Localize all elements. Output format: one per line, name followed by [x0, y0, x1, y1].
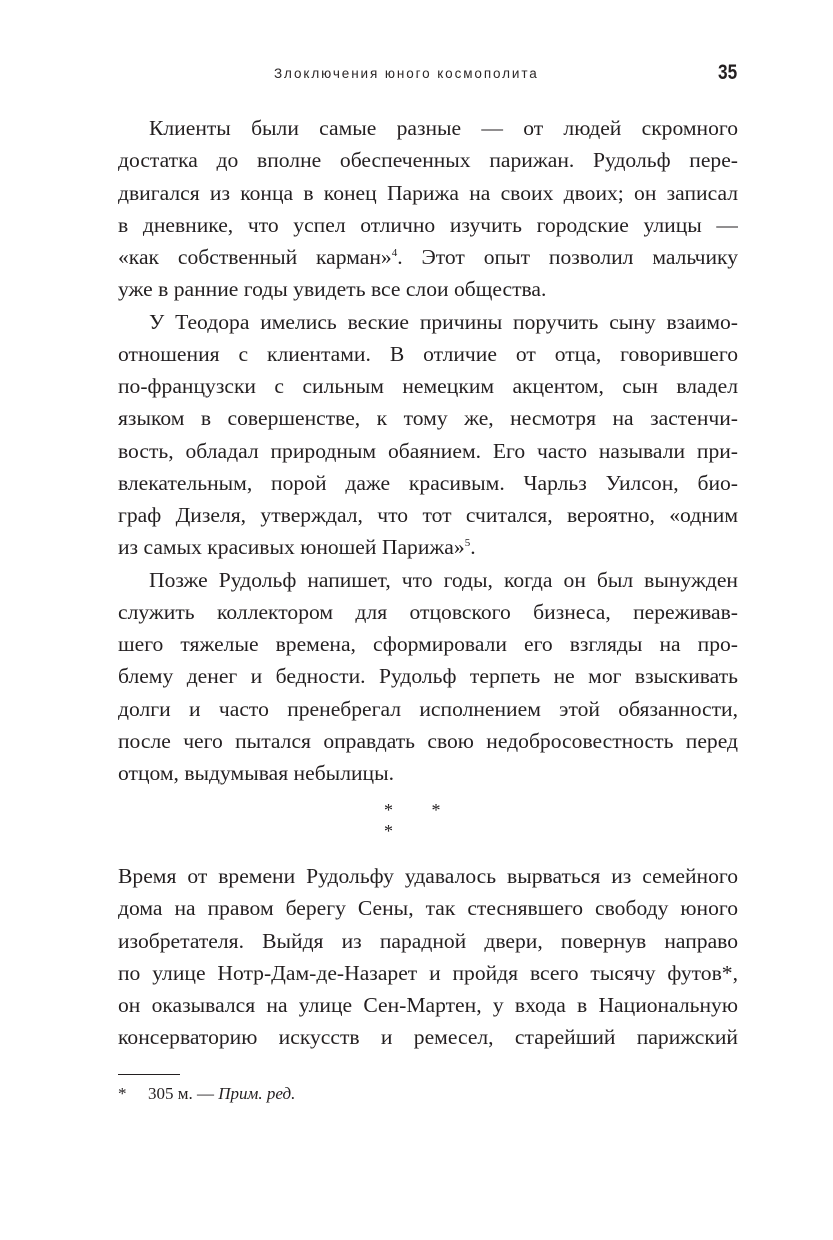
text-line: языком в совершенстве, к тому же, несмотря на застенчи-: [118, 406, 738, 431]
footnote-note: Прим. ред.: [218, 1084, 296, 1103]
quote-text: «как собственный карман»: [118, 245, 392, 269]
text-line: [118, 241, 738, 273]
text-line: изобретателя. Выйдя из парадной двери, повернув направо: [118, 928, 738, 953]
line-tail: . Этот опыт позволил мальчику: [397, 245, 738, 269]
text-line: [118, 531, 738, 563]
text-line: дома на правом берегу Сены, так стеснявшего свободу юного: [118, 896, 738, 921]
quote-text: из самых красивых юношей Парижа»: [118, 535, 465, 560]
main-text: [118, 112, 738, 789]
footnote: [118, 1082, 295, 1106]
text-line: блему денег и бедности. Рудольф терпеть не мог взыскивать: [118, 664, 738, 689]
text-line: по улице Нотр-Дам-де-Назарет и пройдя всего тысячу футов*,: [118, 960, 738, 985]
text-line: влекательным, порой даже красивым. Чарльз Уилсон, био-: [118, 470, 738, 495]
text-line: отношения с клиентами. В отличие от отца, говорившего: [118, 341, 738, 366]
text-line: двигался из конца в конец Парижа на своих двоих; он записал: [118, 180, 738, 205]
text-line: вость, обладал природным обаянием. Его часто называли при-: [118, 438, 738, 463]
text-line: в дневнике, что успел отлично изучить городские улицы —: [118, 212, 738, 237]
line-tail: .: [470, 535, 476, 560]
text-line: шего тяжелые времена, сформировали его взгляды на про-: [118, 632, 738, 656]
footnote-mark: *: [118, 1084, 127, 1103]
text-line: долги и часто пренебрегал исполнением этой обязанности,: [118, 696, 738, 721]
footnote-rule: [118, 1074, 180, 1075]
text-line: он оказывался на улице Сен-Мартен, у входа в Национальную: [118, 993, 738, 1017]
text-line: достатка до вполне обеспеченных парижан. Рудольф пере-: [118, 148, 738, 173]
text-line: отцом, выдумывая небылицы.: [118, 761, 394, 785]
text-line: Позже Рудольф напишет, что годы, когда он был вынужден: [149, 567, 738, 592]
text-line: Время от времени Рудольфу удавалось вырваться из семейного: [118, 864, 738, 888]
running-title: Злоключения юного космополита: [274, 66, 539, 81]
running-head: [0, 61, 833, 88]
footnote-ref: 5: [464, 537, 471, 550]
text-line: по-французски с сильным немецким акцентом, сын владел: [118, 374, 738, 398]
text-line: служить коллектором для отцовского бизнеса, переживав-: [118, 599, 738, 624]
footnote-text: 305 м. —: [148, 1084, 219, 1103]
page-number: 35: [718, 61, 738, 84]
text-line: У Теодора имелись веские причины поручить сыну взаимо-: [149, 309, 738, 334]
continuation-text: [118, 860, 738, 1054]
section-break: * * *: [384, 800, 458, 841]
text-line: уже в ранние годы увидеть все слои общества.: [118, 277, 547, 302]
footnote-ref: 4: [391, 247, 398, 259]
text-line: Клиенты были самые разные — от людей скромного: [149, 116, 738, 140]
text-line: граф Дизеля, утверждал, что тот считался, вероятно, «одним: [118, 503, 738, 527]
text-line: консерваторию искусств и ремесел, старейший парижский: [118, 1025, 738, 1050]
text-line: после чего пытался оправдать свою недобросовестность перед: [118, 728, 738, 753]
